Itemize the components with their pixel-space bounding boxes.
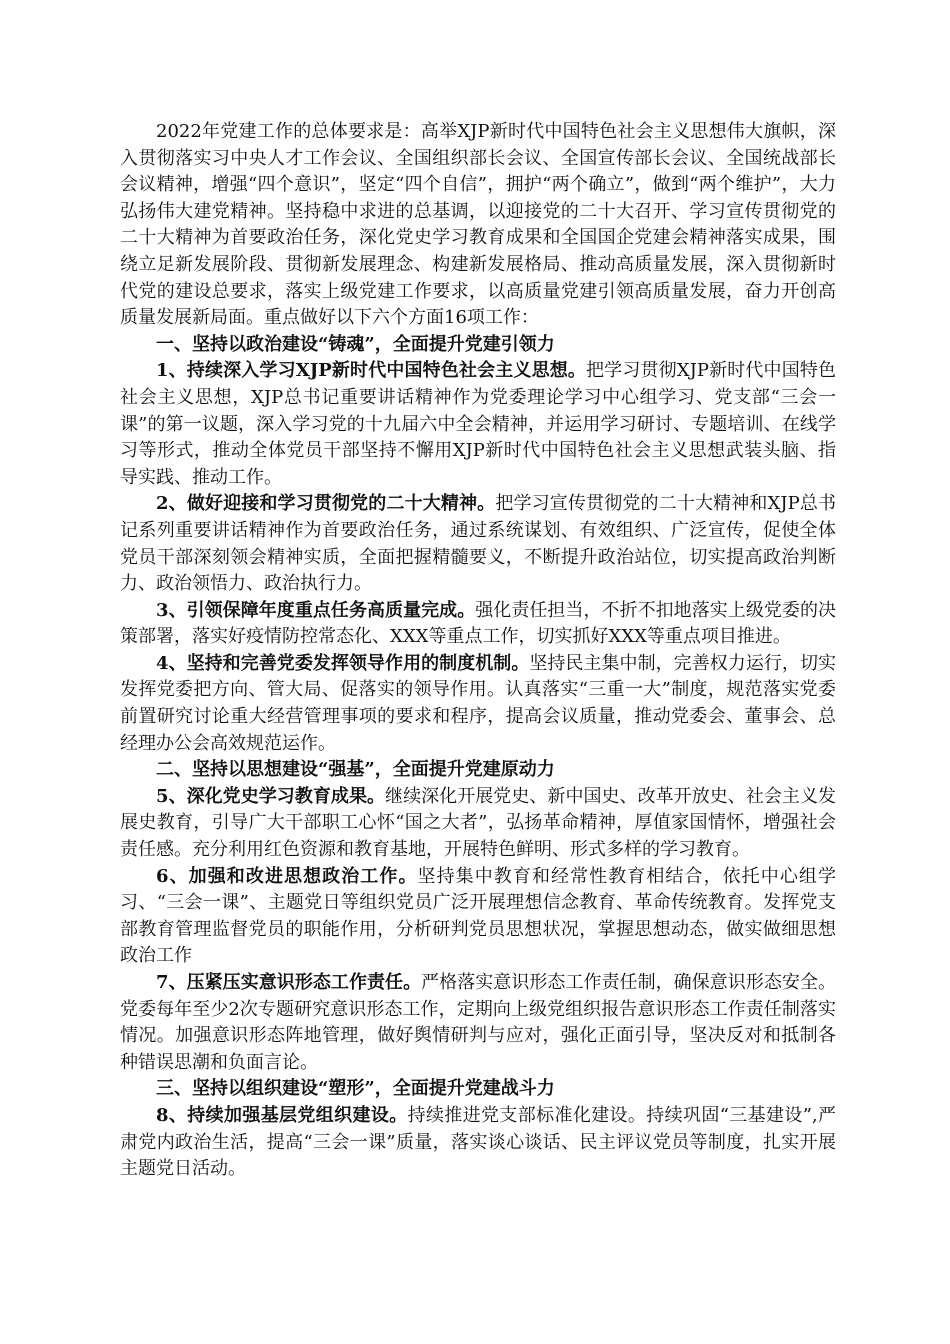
item-body-7: 严格落实意识形态工作责任制，确保意识形态安全。党委每年至少2次专题研究意识形态工作，定期向上级党组织报告意识形态工作责任制落实情况。加强意识形态阵地管理，做好舆情研判与应对，强化正面引导，坚决反对和抵制各种错误思潮和负面言论。 — [120, 972, 836, 1073]
document-body — [120, 119, 836, 1183]
item-body-5: 继续深化开展党史、新中国史、改革开放史、社会主义发展史教育，引导广大干部职工心怀“国之大者”，弘扬革命精神，厚值家国情怀，增强社会责任感。充分利用红色资源和教育基地，开展特色鲜明、形式多样的学习教育。 — [120, 785, 836, 861]
item-paragraph-2 — [120, 491, 836, 597]
section-heading-2: 二、坚持以思想建设“强基”，全面提升党建原动力 — [156, 759, 555, 781]
section-heading-1: 一、坚持以政治建设“铸魂”，全面提升党建引领力 — [156, 333, 555, 355]
item-title-2: 2、做好迎接和学习贯彻党的二十大精神。 — [156, 493, 496, 515]
item-title-7: 7、压紧压实意识形态工作责任。 — [156, 972, 422, 993]
item-body-8: 持续推进党支部标准化建设。持续巩固“三基建设”,严肃党内政治生活，提高“三会一课”质量，落实谈心谈话、民主评议党员等制度，扎实开展主题党日活动。 — [120, 1104, 836, 1180]
item-paragraph-4 — [120, 651, 836, 757]
item-paragraph-3 — [120, 598, 836, 651]
item-body-2: 把学习宣传贯彻党的二十大精神和XJP总书记系列重要讲话精神作为首要政治任务，通过系统谋划、有效组织、广泛宣传，促使全体党员干部深刻领会精神实质，全面把握精髓要义，不断提升政治站位，切实提高政治判断力、政治领悟力、政治执行力。 — [120, 493, 836, 595]
item-title-5: 5、深化党史学习教育成果。 — [156, 785, 386, 807]
item-title-6: 6、加强和改进思想政治工作。 — [156, 865, 418, 887]
item-title-8: 8、持续加强基层党组织建设。 — [156, 1104, 408, 1126]
item-title-3: 3、引领保障年度重点任务高质量完成。 — [156, 599, 476, 621]
item-paragraph-5 — [120, 784, 836, 864]
section-heading-3: 三、坚持以组织建设“塑形”，全面提升党建战斗力 — [156, 1078, 555, 1100]
item-body-4: 坚持民主集中制，完善权力运行，切实发挥党委把方向、管大局、促落实的领导作用。认真落实“三重一大”制度，规范落实党委前置研究讨论重大经营管理事项的要求和程序，提高会议质量，推动党委会、董事会、总经理办公会高效规范运作。 — [120, 652, 836, 754]
item-paragraph-6 — [120, 864, 836, 970]
item-body-3: 强化责任担当，不折不扣地落实上级党委的决策部署，落实好疫情防控常态化、XXX等重点工作，切实抓好XXX等重点项目推进。 — [120, 599, 837, 648]
item-paragraph-7 — [120, 970, 836, 1076]
item-body-1: 把学习贯彻XJP新时代中国特色社会主义思想，XJP总书记重要讲话精神作为党委理论学习中心组学习、党支部“三会一课”的第一议题，深入学习党的十九届六中全会精神，并运用学习研讨、专题培训、在线学习等形式，推动全体党员干部坚持不懈用XJP新时代中国特色社会主义思想武装头脑、指导实践、推动工作。 — [120, 360, 836, 488]
item-paragraph-1 — [120, 358, 836, 491]
item-body-6: 坚持集中教育和经常性教育相结合，依托中心组学习、“三会一课”、主题党日等组织党员广泛开展理想信念教育、革命传统教育。发挥党支部教育管理监督党员的职能作用，分析研判党员思想状况，掌握思想动态，做实做细思想政治工作 — [120, 865, 836, 967]
intro-paragraph: 2022年党建工作的总体要求是：高举XJP新时代中国特色社会主义思想伟大旗帜，深入贯彻落实习中央人才工作会议、全国组织部长会议、全国宣传部长会议、全国统战部长会议精神，增强“四个意识”，坚定“四个自信”，拥护“两个确立”，做到“两个维护”，大力弘扬伟大建党精神。坚持稳中求进的总基调，以迎接党的二十大召开、学习宣传贯彻党的二十大精神为首要政治任务，深化党史学习教育成果和全国国企党建会精神落实成果，围绕立足新发展阶段、贯彻新发展理念、构建新发展格局、推动高质量发展，深入贯彻新时代党的建设总要求，落实上级党建工作要求，以高质量党建引领高质量发展，奋力开创高质量发展新局面。重点做好以下六个方面16项工作： — [120, 121, 836, 329]
item-title-1: 1、持续深入学习XJP新时代中国特色社会主义思想。 — [156, 360, 587, 382]
item-title-4: 4、坚持和完善党委发挥领导作用的制度机制。 — [156, 652, 530, 674]
item-paragraph-8 — [120, 1103, 836, 1183]
